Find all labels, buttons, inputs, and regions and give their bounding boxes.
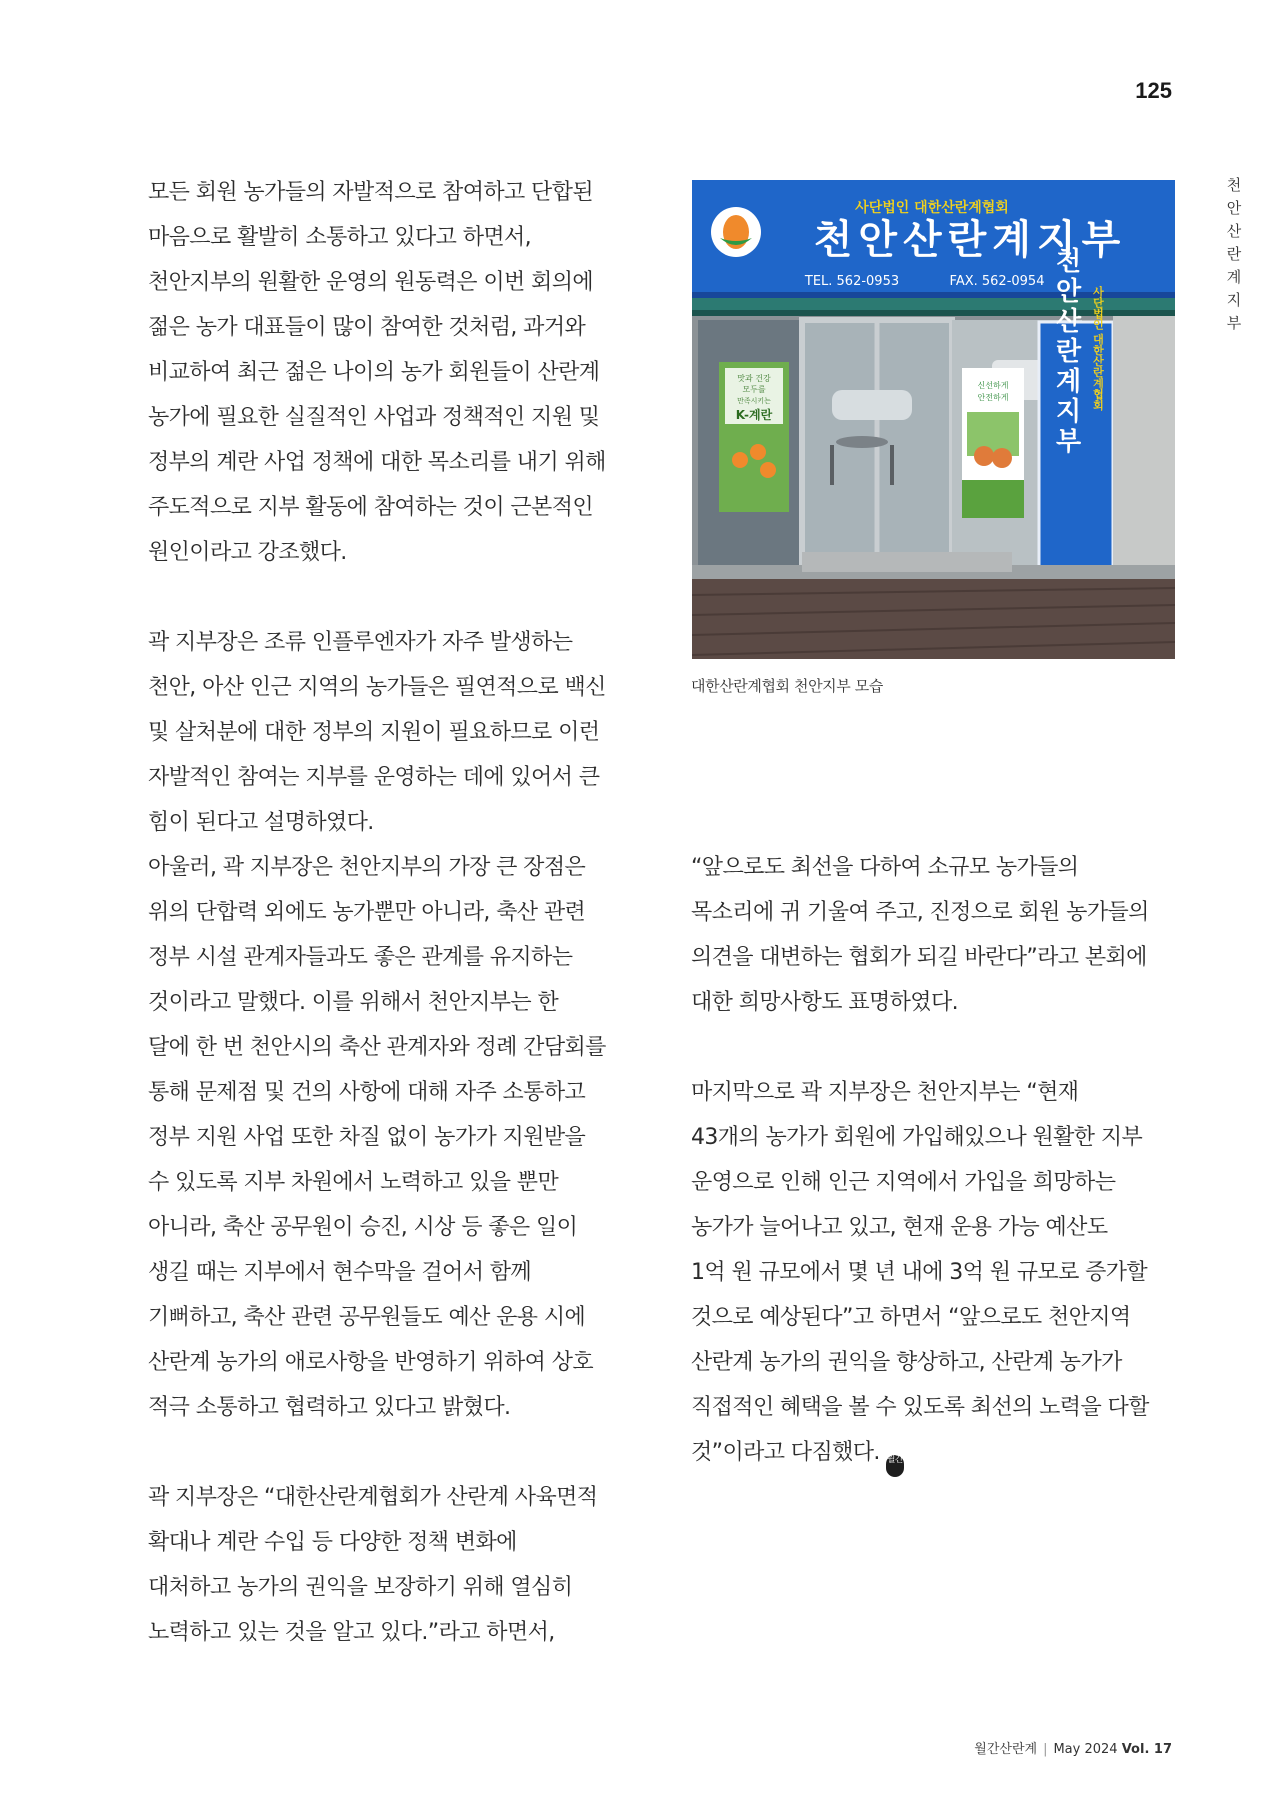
paragraph-gap	[148, 1430, 640, 1475]
paragraph-line: 것”이라고 다짐했다.	[691, 1440, 880, 1465]
paragraph-line: 주도적으로 지부 활동에 참여하는 것이 근본적인	[148, 495, 594, 520]
paragraph-line: 힘이 된다고 설명하였다.	[148, 810, 374, 835]
paragraph-line: 생길 때는 지부에서 현수막을 걸어서 함께	[148, 1260, 532, 1285]
paragraph-line: 아울러, 곽 지부장은 천안지부의 가장 큰 장점은	[148, 855, 586, 880]
paragraph-line: 천안, 아산 인근 지역의 농가들은 필연적으로 백신	[148, 675, 606, 700]
paragraph-line: 원인이라고 강조했다.	[148, 540, 347, 565]
footer-volume: Vol. 17	[1121, 1742, 1172, 1757]
paragraph-line: 대처하고 농가의 권익을 보장하기 위해 열심히	[148, 1575, 573, 1600]
paragraph-line: 및 살처분에 대한 정부의 지원이 필요하므로 이런	[148, 720, 600, 745]
paragraph-line: 목소리에 귀 기울여 주고, 진정으로 회원 농가들의	[691, 900, 1149, 925]
vertical-sign-main: 천안산란계지부	[1051, 247, 1081, 457]
svg-text:만족시키는: 만족시키는	[737, 397, 771, 405]
vertical-sign-small: 사단법인 대한산란계협회	[1091, 285, 1105, 411]
paragraph-line: 모든 회원 농가들의 자발적으로 참여하고 단합된	[148, 180, 594, 205]
footer-magazine: 월간산란계	[974, 1742, 1038, 1757]
svg-text:모두를: 모두를	[742, 385, 766, 394]
svg-text:신선하게: 신선하게	[977, 381, 1009, 390]
paragraph-line: 적극 소통하고 협력하고 있다고 밝혔다.	[148, 1395, 511, 1420]
svg-text:맛과 건강: 맛과 건강	[737, 374, 771, 383]
paragraph-line: 젊은 농가 대표들이 많이 참여한 것처럼, 과거와	[148, 315, 586, 340]
paragraph-line: 것으로 예상된다”고 하면서 “앞으로도 천안지역	[691, 1305, 1131, 1330]
paragraph-line: 마지막으로 곽 지부장은 천안지부는 “현재	[691, 1080, 1079, 1105]
paragraph-line: 달에 한 번 천안시의 축산 관계자와 정례 간담회를	[148, 1035, 606, 1060]
paragraph-line: 정부 지원 사업 또한 차질 없이 농가가 지원받을	[148, 1125, 586, 1150]
paragraph-line: 통해 문제점 및 건의 사항에 대해 자주 소통하고	[148, 1080, 586, 1105]
paragraph-line: 43개의 농가가 회원에 가입해있으나 원활한 지부	[691, 1125, 1143, 1150]
sign-fax: FAX. 562-0954	[949, 274, 1045, 289]
paragraph-line: 기뻐하고, 축산 관련 공무원들도 예산 운용 시에	[148, 1305, 586, 1330]
photo-caption: 대한산란계협회 천안지부 모습	[691, 677, 883, 695]
paragraph-line: 노력하고 있는 것을 알고 있다.”라고 하면서,	[148, 1620, 555, 1645]
paragraph-line: 마음으로 활발히 소통하고 있다고 하면서,	[148, 225, 532, 250]
section-title-vertical: 천안 산란계지부	[1226, 176, 1242, 332]
end-mark-icon: 월간	[886, 1455, 904, 1477]
sign-main-text: 천안산란계지부	[813, 217, 1127, 263]
paragraph-line: 아니라, 축산 공무원이 승진, 시상 등 좋은 일이	[148, 1215, 578, 1240]
paragraph-line: 확대나 계란 수입 등 다양한 정책 변화에	[148, 1530, 517, 1555]
paragraph-line: 농가가 늘어나고 있고, 현재 운용 가능 예산도	[691, 1215, 1108, 1240]
paragraph-last-line	[691, 1430, 1191, 1477]
svg-text:K-계란: K-계란	[735, 408, 773, 422]
paragraph-line: 농가에 필요한 실질적인 사업과 정책적인 지원 및	[148, 405, 600, 430]
page-number: 125	[1135, 78, 1172, 103]
storefront-illustration	[692, 180, 1175, 659]
paragraph-line: 곽 지부장은 “대한산란계협회가 산란계 사육면적	[148, 1485, 598, 1510]
paragraph-line: 수 있도록 지부 차원에서 노력하고 있을 뿐만	[148, 1170, 559, 1195]
footer-separator: |	[1043, 1742, 1048, 1757]
sign-tel: TEL. 562-0953	[804, 274, 900, 289]
paragraph-line: 직접적인 혜택을 볼 수 있도록 최선의 노력을 다할	[691, 1395, 1149, 1420]
paragraph-line: 천안지부의 원활한 운영의 원동력은 이번 회의에	[148, 270, 594, 295]
right-column	[691, 845, 1191, 1477]
page-footer	[974, 1738, 1172, 1757]
paragraph-line: 의견을 대변하는 협회가 되길 바란다”라고 본회에	[691, 945, 1147, 970]
footer-date: May 2024	[1053, 1742, 1118, 1757]
branch-office-photo	[692, 180, 1175, 659]
paragraph-line: 1억 원 규모에서 몇 년 내에 3억 원 규모로 증가할	[691, 1260, 1148, 1285]
paragraph-gap	[148, 575, 640, 620]
paragraph-line: 정부 시설 관계자들과도 좋은 관계를 유지하는	[148, 945, 573, 970]
paragraph-line: 대한 희망사항도 표명하였다.	[691, 990, 959, 1015]
paragraph-line: 위의 단합력 외에도 농가뿐만 아니라, 축산 관련	[148, 900, 586, 925]
paragraph-line: “앞으로도 최선을 다하여 소규모 농가들의	[691, 855, 1079, 880]
paragraph-line: 산란계 농가의 애로사항을 반영하기 위하여 상호	[148, 1350, 594, 1375]
paragraph-line: 곽 지부장은 조류 인플루엔자가 자주 발생하는	[148, 630, 573, 655]
sign-small-text: 사단법인 대한산란계협회	[855, 200, 1009, 216]
left-column	[148, 170, 640, 1655]
paragraph-line: 운영으로 인해 인근 지역에서 가입을 희망하는	[691, 1170, 1116, 1195]
svg-text:안전하게: 안전하게	[977, 393, 1009, 402]
paragraph-line: 자발적인 참여는 지부를 운영하는 데에 있어서 큰	[148, 765, 600, 790]
paragraph-line: 비교하여 최근 젊은 나이의 농가 회원들이 산란계	[148, 360, 600, 385]
paragraph-gap	[691, 1025, 1191, 1070]
paragraph-line: 것이라고 말했다. 이를 위해서 천안지부는 한	[148, 990, 559, 1015]
paragraph-line: 정부의 계란 사업 정책에 대한 목소리를 내기 위해	[148, 450, 606, 475]
paragraph-line: 산란계 농가의 권익을 향상하고, 산란계 농가가	[691, 1350, 1122, 1375]
